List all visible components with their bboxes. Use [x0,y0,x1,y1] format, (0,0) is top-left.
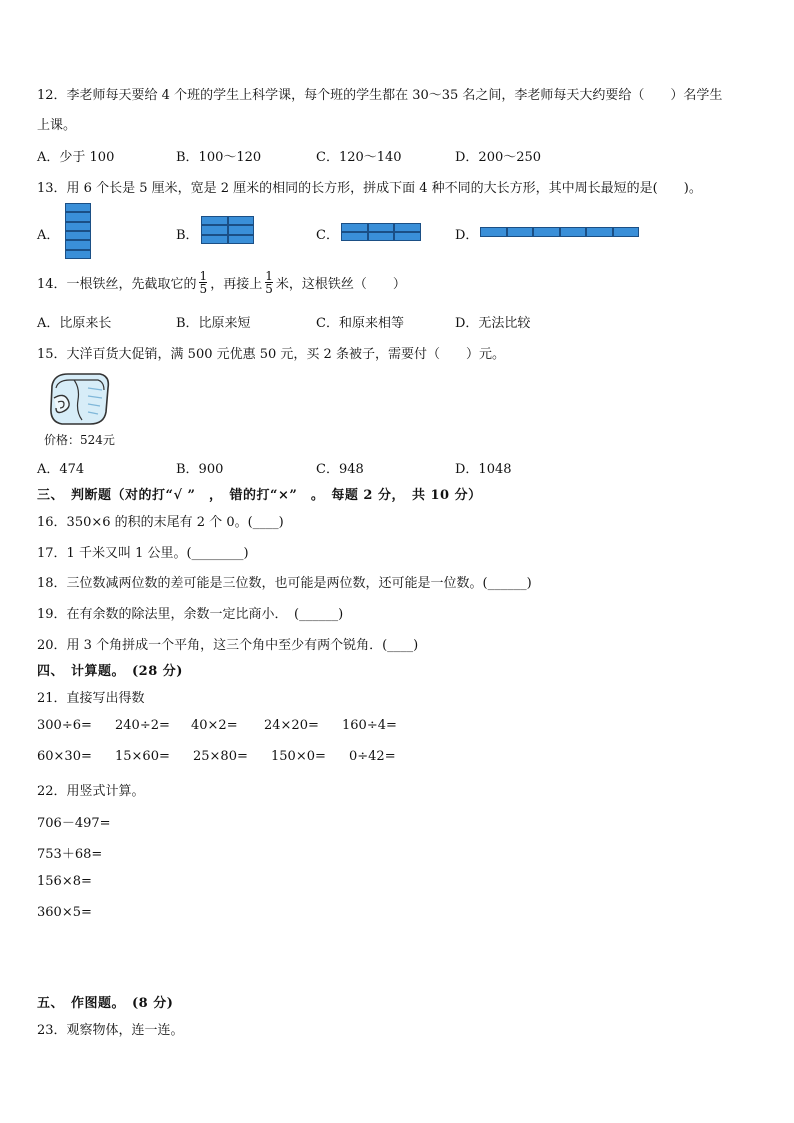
q14-text [37,270,406,295]
rect-cell [394,232,421,241]
q13-option-c[interactable]: C． [316,228,339,243]
q14-text-b: ，再接上 [210,277,263,292]
q12-line1: 12．李老师每天要给 4 个班的学生上科学课，每个班的学生都在 30～35 名之间，李老师每天大约要给（ ）名学生 [37,88,723,103]
q13-text: 13．用 6 个长是 5 厘米，宽是 2 厘米的相同的长方形，拼成下面 4 种不同的大长方形，其中周长最短的是( )。 [37,181,702,196]
q22-title: 22．用竖式计算。 [37,784,145,799]
q12-line2: 上课。 [37,118,77,133]
q17-text: 17．1 千米又叫 1 公里。(________) [37,546,249,561]
rect-cell [533,227,560,237]
numerator: 1 [265,269,273,283]
fraction-one-fifth-meter [264,270,274,295]
numerator: 1 [199,269,208,283]
rect-cell [394,223,421,232]
section-4-heading: 四、 计算题。 (28 分) [37,664,183,679]
fraction-one-fifth [199,270,209,295]
q14-option-c[interactable]: C．和原来相等 [316,316,404,331]
rect-cell [560,227,587,237]
q13-option-a[interactable]: A． [37,228,60,243]
q14-option-b[interactable]: B．比原来短 [176,316,251,331]
rect-cell [201,235,228,244]
q21-r2-3: 25×80= [193,749,248,764]
rect-cell [65,222,91,231]
q13-figure-b [201,216,254,244]
q15-price: 价格：524元 [44,433,115,447]
q15-option-b[interactable]: B．900 [176,462,224,477]
q13-figure-d [480,227,639,237]
q15-text: 15．大洋百货大促销，满 500 元优惠 50 元，买 2 条被子，需要付（ ）元。 [37,347,505,362]
q21-title: 21．直接写出得数 [37,691,145,706]
q13-option-b[interactable]: B． [176,228,199,243]
q12-option-c[interactable]: C．120～140 [316,150,402,165]
section-5-heading: 五、 作图题。 (8 分) [37,996,174,1011]
rect-cell [228,216,255,225]
quilt-image [44,368,114,430]
denominator: 5 [199,282,208,296]
q19-text: 19．在有余数的除法里，余数一定比商小． (______) [37,607,344,622]
q21-r2-2: 15×60= [115,749,170,764]
q21-r1-4: 24×20= [264,718,319,733]
q13-figure-c [341,223,421,241]
q22-item-1: 706－497= [37,816,111,831]
q21-r2-1: 60×30= [37,749,92,764]
rect-cell [65,250,91,259]
rect-cell [368,232,395,241]
q23-text: 23．观察物体，连一连。 [37,1023,184,1038]
q18-text: 18．三位数减两位数的差可能是三位数，也可能是两位数，还可能是一位数。(______) [37,576,532,591]
q22-item-4: 360×5= [37,905,92,920]
q22-item-2: 753＋68= [37,847,103,862]
q12-option-b[interactable]: B．100～120 [176,150,262,165]
rect-cell [65,203,91,212]
rect-cell [201,225,228,234]
rect-cell [228,225,255,234]
rect-cell [228,235,255,244]
q13-figure-a [65,203,91,259]
q21-r2-5: 0÷42= [349,749,396,764]
q15-option-a[interactable]: A．474 [37,462,85,477]
q21-r2-4: 150×0= [271,749,326,764]
q15-option-c[interactable]: C．948 [316,462,364,477]
q20-text: 20．用 3 个角拼成一个平角，这三个角中至少有两个锐角．(____) [37,638,419,653]
q13-option-d[interactable]: D． [455,228,479,243]
q21-r1-5: 160÷4= [342,718,397,733]
rect-cell [586,227,613,237]
q14-text-c: 米，这根铁丝（ ） [275,277,406,292]
q14-option-d[interactable]: D．无法比较 [455,316,531,331]
rect-cell [341,223,368,232]
q14-option-a[interactable]: A．比原来长 [37,316,112,331]
rect-cell [613,227,640,237]
rect-cell [480,227,507,237]
rect-cell [341,232,368,241]
q15-option-d[interactable]: D．1048 [455,462,512,477]
q22-item-3: 156×8= [37,874,92,889]
rect-cell [65,212,91,221]
q12-option-a[interactable]: A．少于 100 [37,150,115,165]
rect-cell [368,223,395,232]
q21-r1-2: 240÷2= [115,718,170,733]
q21-r1-3: 40×2= [191,718,238,733]
section-3-heading: 三、 判断题（对的打“√ ” ， 错的打“×” 。 每题 2 分， 共 10 分） [37,488,482,503]
rect-cell [65,240,91,249]
rect-cell [201,216,228,225]
rect-cell [65,231,91,240]
denominator: 5 [265,282,273,296]
q14-text-a: 14．一根铁丝，先截取它的 [37,277,197,292]
q21-r1-1: 300÷6= [37,718,92,733]
rect-cell [507,227,534,237]
q16-text: 16．350×6 的积的末尾有 2 个 0。(____) [37,515,284,530]
q12-option-d[interactable]: D．200～250 [455,150,542,165]
